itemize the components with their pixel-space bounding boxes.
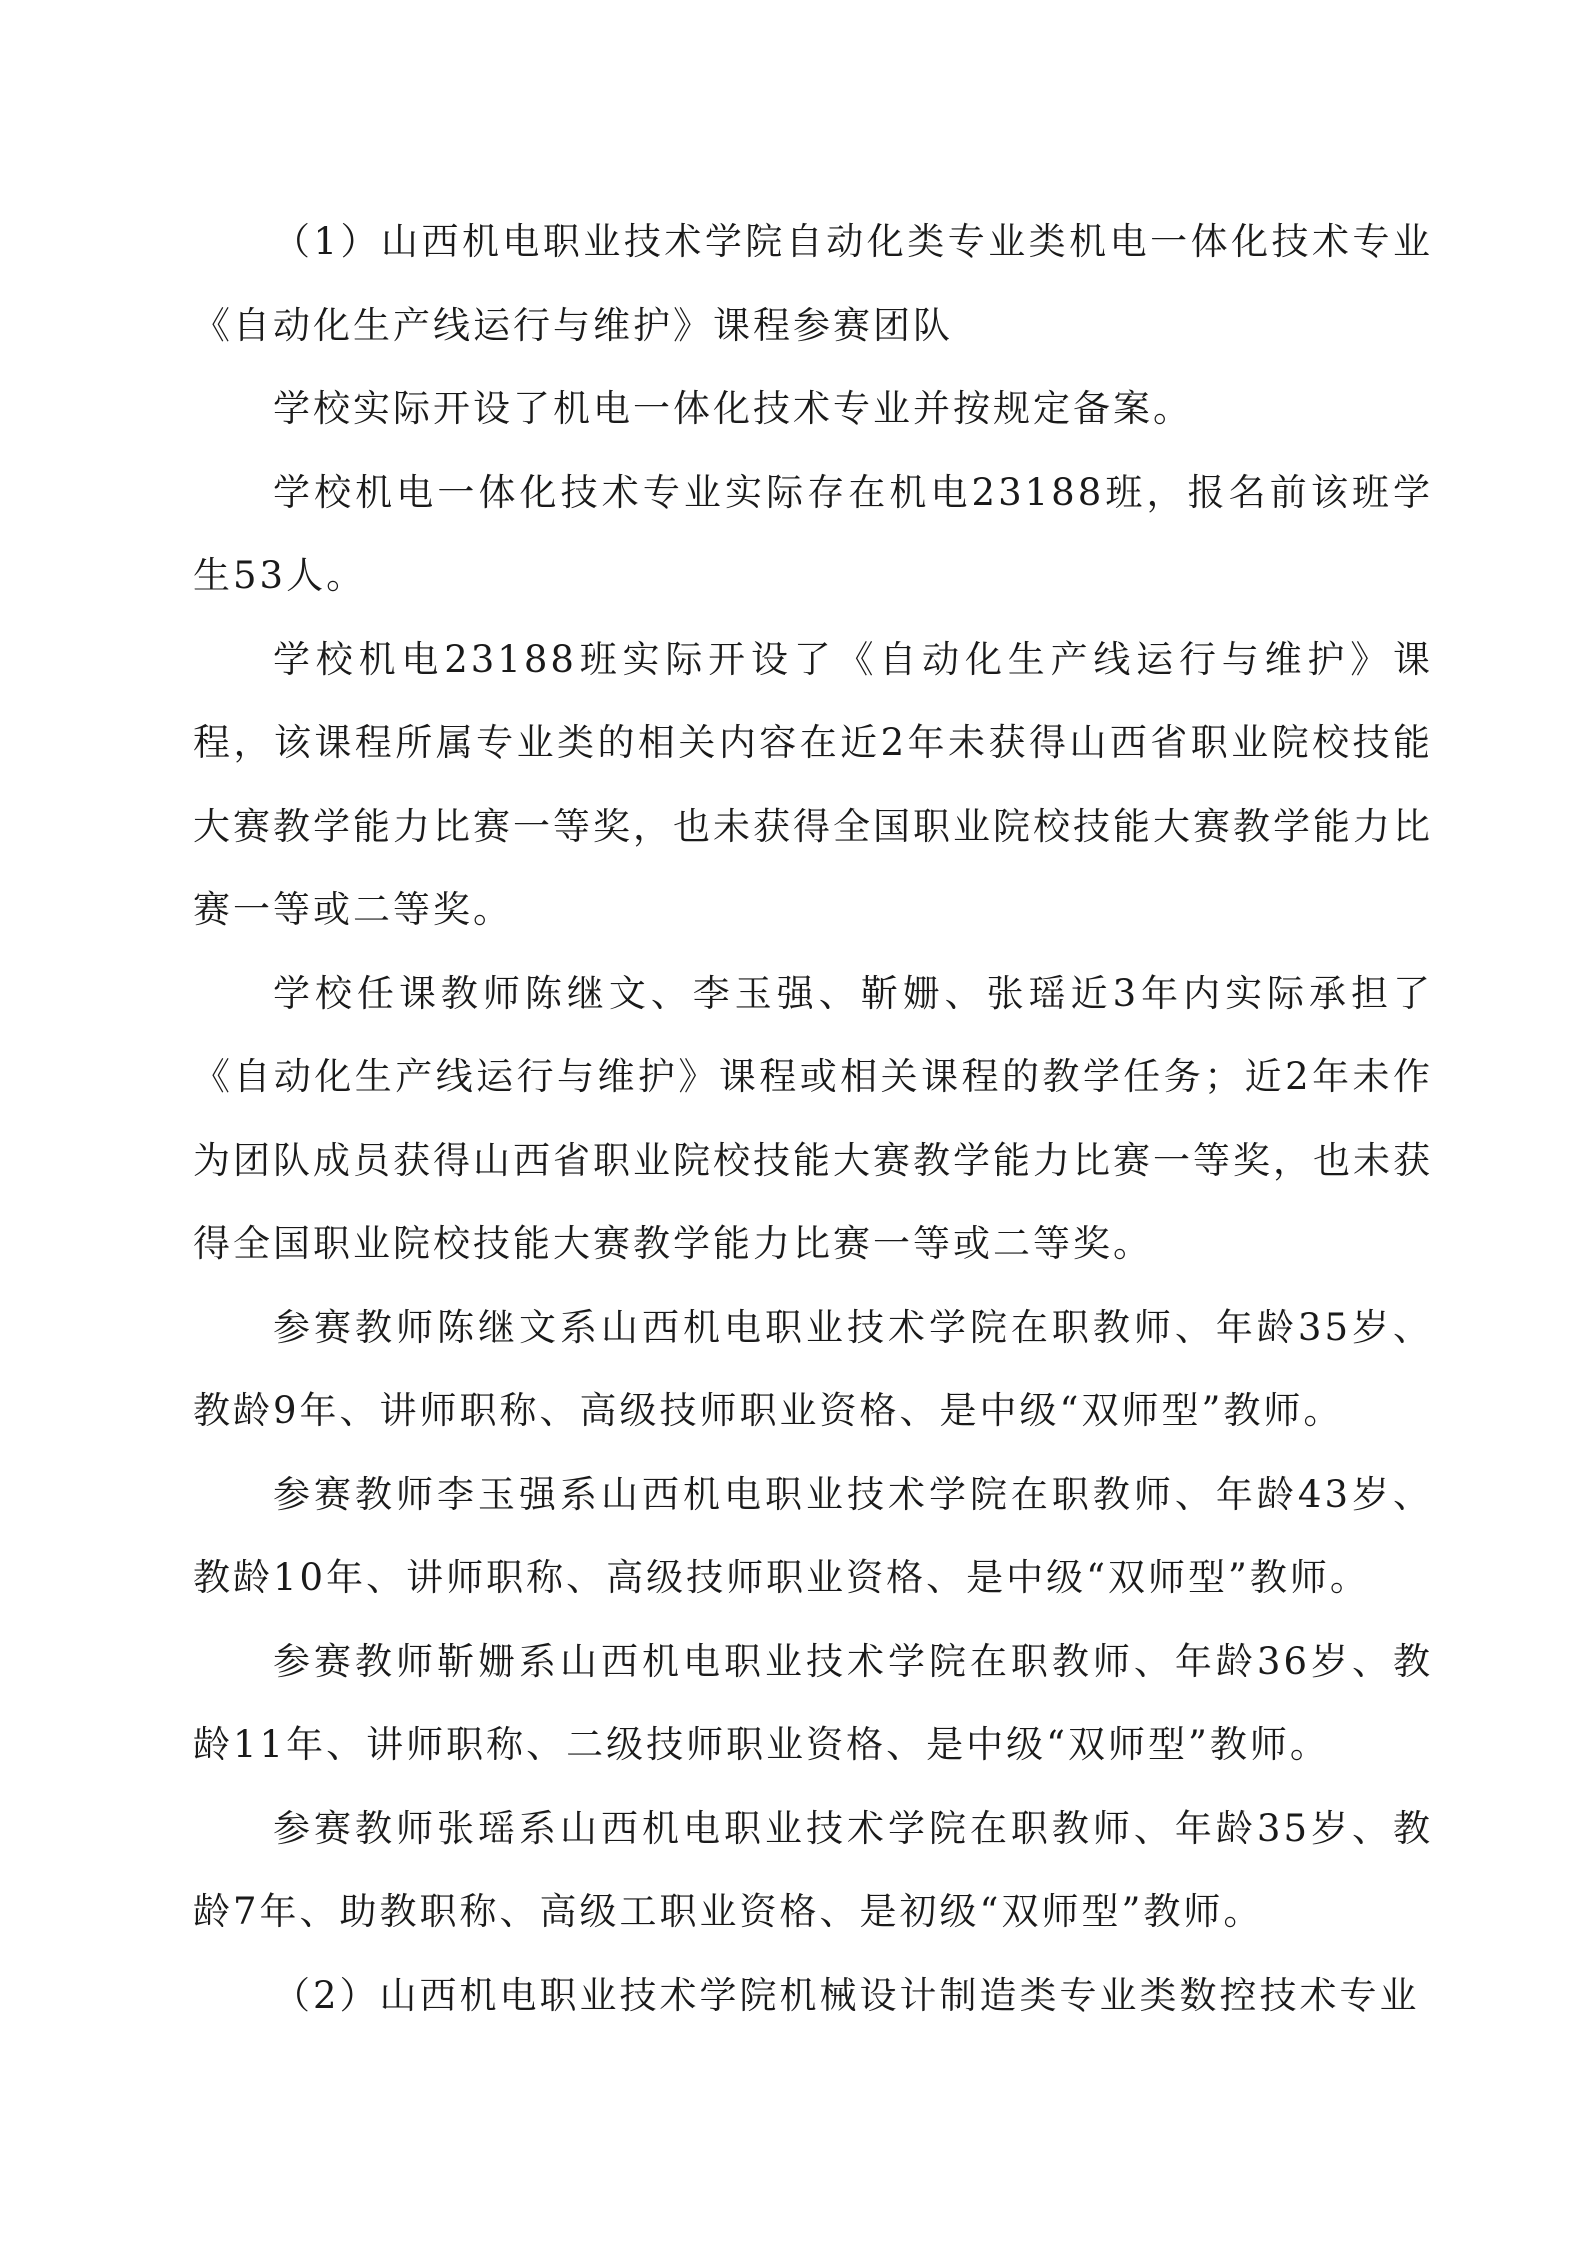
paragraph-teaching-team: 学校任课教师陈继文、李玉强、靳姗、张瑶近3年内实际承担了《自动化生产线运行与维护》课程或相关课程的教学任务；近2年未作为团队成员获得山西省职业院校技能大赛教学能力比赛一等奖，也未获得全国职业院校技能大赛教学能力比赛一等或二等奖。 (193, 971, 1433, 1265)
paragraph-major-registration: 学校实际开设了机电一体化技术专业并按规定备案。 (273, 387, 1193, 430)
document-body (193, 200, 1433, 2037)
paragraph-teacher-zhang: 参赛教师张瑶系山西机电职业技术学院在职教师、年龄35岁、教龄7年、助教职称、高级工职业资格、是初级“双师型”教师。 (193, 1806, 1433, 1933)
paragraph-teacher-jin: 参赛教师靳姗系山西机电职业技术学院在职教师、年龄36岁、教龄11年、讲师职称、二级技师职业资格、是中级“双师型”教师。 (193, 1639, 1433, 1766)
paragraph-teacher-li: 参赛教师李玉强系山西机电职业技术学院在职教师、年龄43岁、教龄10年、讲师职称、高级技师职业资格、是中级“双师型”教师。 (193, 1472, 1433, 1599)
paragraph-class-students: 学校机电一体化技术专业实际存在机电23188班，报名前该班学生53人。 (193, 470, 1433, 597)
paragraph-teacher-chen: 参赛教师陈继文系山西机电职业技术学院在职教师、年龄35岁、教龄9年、讲师职称、高级技师职业资格、是中级“双师型”教师。 (193, 1305, 1433, 1432)
paragraph-course-awards: 学校机电23188班实际开设了《自动化生产线运行与维护》课程，该课程所属专业类的相关内容在近2年未获得山西省职业院校技能大赛教学能力比赛一等奖，也未获得全国职业院校技能大赛教学能力比赛一等或二等奖。 (193, 637, 1433, 931)
section-2-heading: （2）山西机电职业技术学院机械设计制造类专业类数控技术专业 (273, 1973, 1420, 2017)
section-1-heading: （1）山西机电职业技术学院自动化类专业类机电一体化技术专业《自动化生产线运行与维护》课程参赛团队 (193, 220, 1433, 347)
